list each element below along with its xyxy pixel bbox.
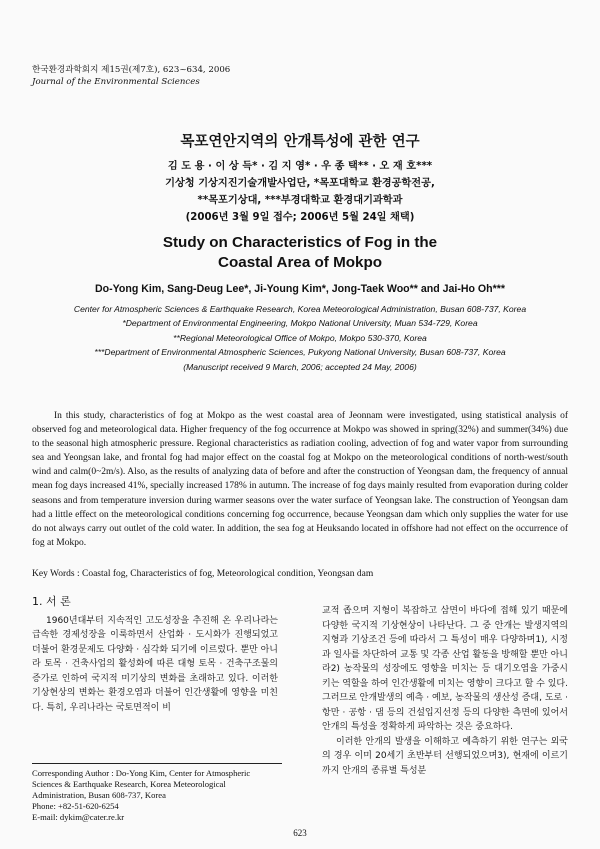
affiliation-line: ***Department of Environmental Atmospheric Sciences, Pukyong National University, Busan 608-737, Korea	[94, 347, 506, 358]
affiliation-line: Center for Atmospheric Sciences & Earthquake Research, Korea Meteorological Administration, Busan 608-737, Korea	[73, 304, 527, 314]
korean-title: 목포연안지역의 안개특성에 관한 연구	[180, 134, 420, 150]
english-title-line-1: Study on Characteristics of Fog in the	[162, 234, 438, 251]
body-paragraph: 1960년대부터 지속적인 고도성장을 추진해 온 우리나라는 급속한 경제성장을 이룩하면서 산업화 · 도시화가 진행되었고 더불어 환경문제도 다양화 · 심각화 되기에 이르렀다. 뿐만 아니라 토목 · 건축사업의 활성화에 따른 대형 토목 · 건축구조물의 증가로 인하여 국지적 미기상의 변화를 초래하고 있다. 이러한 기상현상의 변화는 환경오염과 더불어 인간생활에 영향을 미친다. 특히, 우리나라는 국토면적이 비	[32, 615, 278, 713]
affiliation-line: *Department of Environmental Engineering, Mokpo National University, Muan 534-729, Korea	[122, 318, 478, 329]
left-column	[32, 595, 278, 715]
section-heading: 1. 서 론	[32, 595, 71, 608]
english-title-line-2: Coastal Area of Mokpo	[218, 254, 382, 271]
correspondence-phone: Phone: +82-51-620-6254	[32, 801, 119, 811]
correspondence-footnote	[32, 763, 282, 823]
journal-header	[32, 64, 230, 88]
journal-citation-kr: 한국환경과학회지 제15권(제7호), 623~634, 2006	[32, 65, 231, 75]
right-column	[322, 604, 568, 778]
keywords: Key Words : Coastal fog, Characteristics of fog, Meteorological condition, Yeongsan dam	[32, 569, 374, 579]
korean-author-names: 김 도 용 · 이 상 득* · 김 지 영* · 우 종 택** · 오 재 호***	[167, 161, 433, 172]
correspondence-line: Sciences & Earthquake Research, Korea Meteorological	[32, 779, 226, 789]
korean-received-dates: (2006년 3월 9일 접수; 2006년 5월 24일 채택)	[185, 212, 415, 223]
manuscript-dates: (Manuscript received 9 March, 2006; accepted 24 May, 2006)	[183, 361, 417, 372]
english-affiliations	[0, 302, 600, 374]
abstract: In this study, characteristics of fog at Mokpo as the west coastal area of Jeonnam were investigated, using statistical analysis of observed fog and meteorological data. Higher frequency of the fog occurrence at Mokpo was showed in spring(32%) and summer(34%) due to the seasonal high atmospheric pressure. Regional characteristics as radiation cooling, advection of fog and water vapor from surrounding sea and Yeongsan lake, and frontal fog had major effect on the coastal fog at Mokpo on the meteorological conditions of north-west/south wind and calm(0~2m/s). Also, as the results of analyzing data of before and after the construction of Yeongsan dam, the frequency of annual mean fog days increased 41%, specially increased 178% in autumn. The increase of fog days mainly resulted from evaporation during colder seasons and from temperature inversion during warmer seasons over the water surface of Yeongsan lake. The construction of Yeongsan dam had a little effect on the meteorological conditions concerning fog occurrence, because Yeongsan dam which only supplies the water for use do not always carry out outlet of the cold water. In addition, the sea fog at Heuksando located in offshore had not effect on the occurrence of fog at Mokpo.	[32, 411, 568, 548]
english-authors: Do-Yong Kim, Sang-Deug Lee*, Ji-Young Kim*, Jong-Taek Woo** and Jai-Ho Oh***	[94, 283, 506, 295]
correspondence-line: Administration, Busan 608-737, Korea	[32, 790, 166, 800]
body-paragraph: 이러한 안개의 발생을 이해하고 예측하기 위한 연구는 외국의 경우 이미 20세기 초반부터 선행되었으며3), 현재에 이르기 까지 안개의 종류별 특성분	[322, 736, 568, 776]
correspondence-line: Corresponding Author : Do-Yong Kim, Center for Atmospheric	[32, 768, 251, 778]
journal-name-en: Journal of the Environmental Sciences	[32, 77, 200, 87]
affiliation-line: **Regional Meteorological Office of Mokpo, Mokpo 530-370, Korea	[173, 332, 427, 343]
korean-authors-block	[0, 158, 600, 226]
korean-affiliation-1: 기상청 기상지진기술개발사업단, *목포대학교 환경공학전공,	[165, 178, 435, 189]
korean-affiliation-2: **목포기상대, ***부경대학교 환경대기과학과	[197, 195, 403, 206]
correspondence-email: E-mail: dykim@cater.re.kr	[32, 812, 125, 822]
body-paragraph: 교적 좁으며 지형이 복잡하고 삼면이 바다에 접해 있기 때문에 다양한 국지적 기상현상이 나타난다. 그 중 안개는 발생지역의 지형과 기상조건 등에 따라서 그 특성이 매우 다양하며1), 시정과 일사를 차단하여 교통 및 각종 산업 활동을 방해할 뿐만 아니라2) 농작물의 성장에도 영향을 미치는 등 대기오염을 가중시키는 역할을 하여 인간생활에 미치는 영향이 크다고 할 수 있다. 그러므로 안개발생의 예측 · 예보, 농작물의 생산성 증대, 도로 · 항만 · 공항 · 댐 등의 건설입지선정 등의 다양한 측면에 있어서 안개의 특성을 정확하게 파악하는 것은 중요하다.	[322, 606, 568, 732]
page-number: 623	[293, 828, 307, 838]
english-title	[0, 233, 600, 273]
